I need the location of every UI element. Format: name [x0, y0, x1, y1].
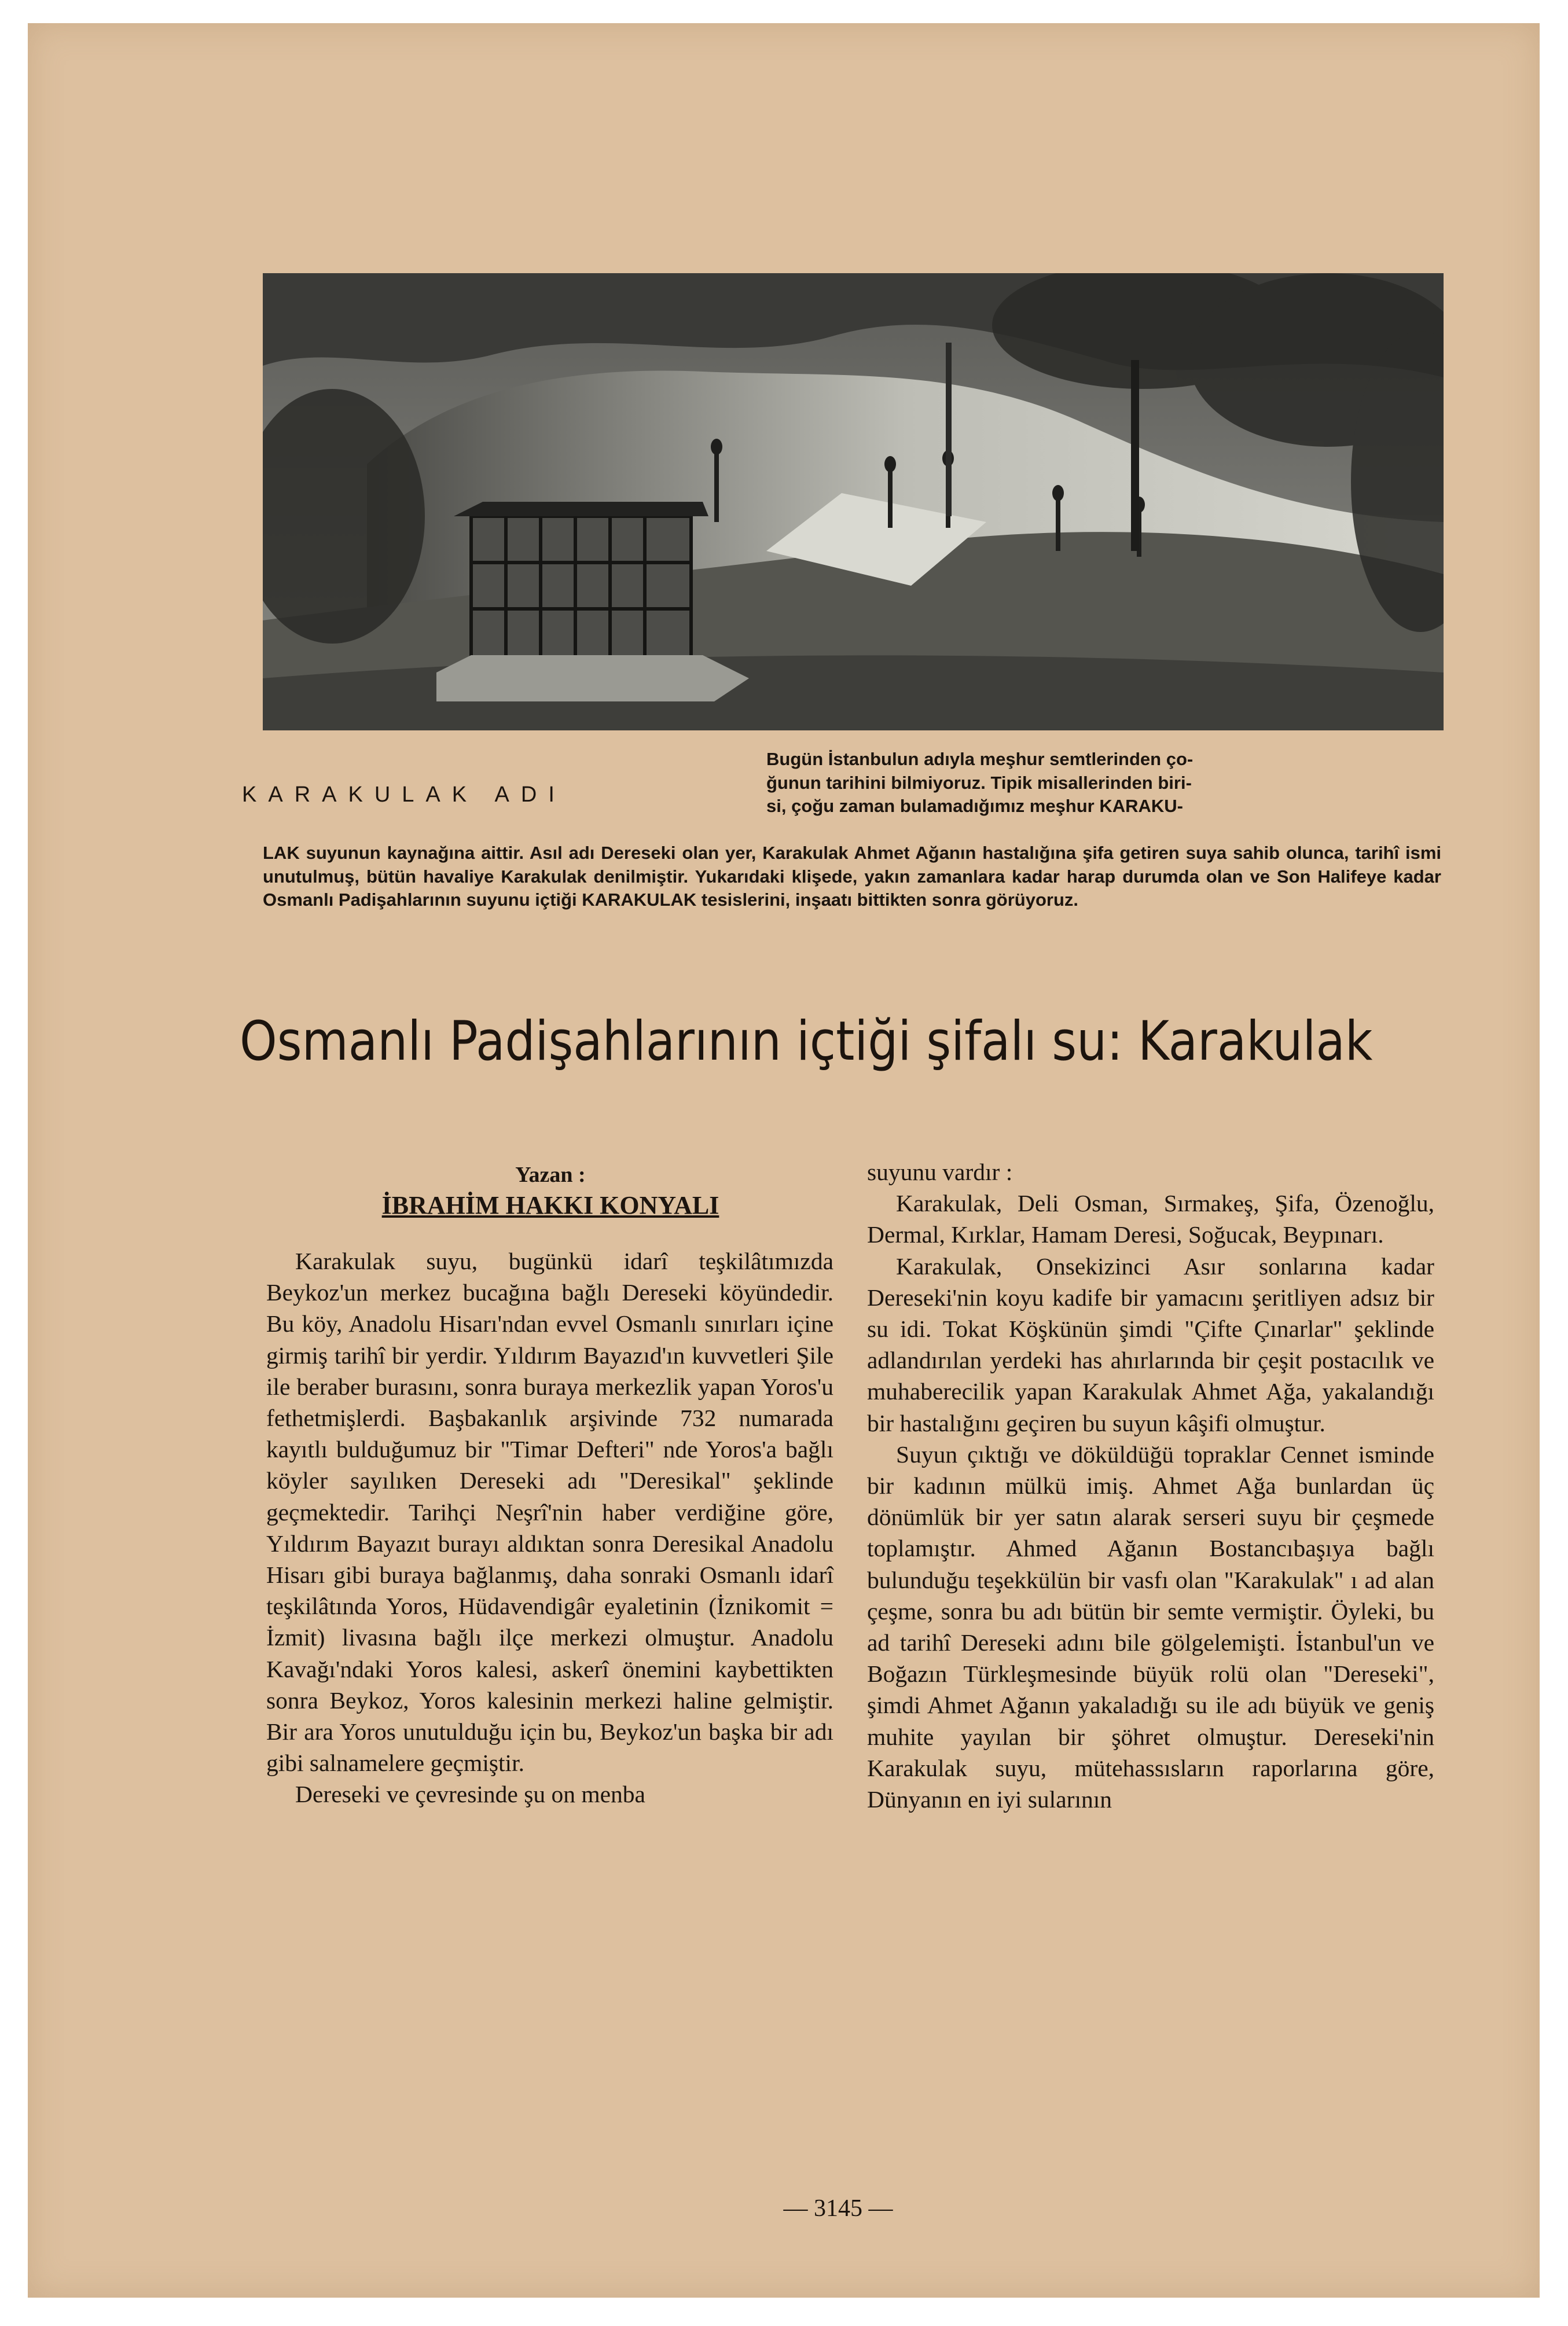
article-title: Osmanlı Padişahlarının içtiği şifalı su: Karakulak	[240, 1010, 1373, 1073]
byline	[271, 1160, 830, 1222]
caption-line: Bugün İstanbulun adıyla meşhur semtlerinden ço-	[766, 749, 1194, 769]
paragraph: Dereseki ve çevresinde şu on menba	[295, 1781, 645, 1808]
byline-author: İBRAHİM HAKKI KONYALI	[381, 1191, 719, 1219]
caption-heading: KARAKULAK ADI	[242, 782, 566, 807]
newspaper-page	[28, 23, 1540, 2298]
caption-line: si, çoğu zaman bulamadığımız meşhur KARAKU-	[766, 796, 1183, 816]
paragraph: Karakulak, Onsekizinci Asır sonlarına kadar Dereseki'nin koyu kadife bir yamacını şeritliyen adsız bir su idi. Tokat Köşkünün şimdi "Çifte Çınarlar" şeklinde adlandırılan yerdeki has ahırlarında bir çeşit postacılık ve muhaberecilik yapan Karakulak Ahmet Ağa, yakalandığı bir hastalığını geçiren bu suyun kâşifi olmuştur.	[867, 1252, 1434, 1436]
paragraph: Karakulak suyu, bugünkü idarî teşkilâtımızda Beykoz'un merkez bucağına bağlı Dereseki köyündedir. Bu köy, Anadolu Hisarı'ndan evvel Osmanlı sınırları içine girmiş tarihî bir yerdir. Yıldırım Bayazıd'ın kuvvetleri Şile ile beraber burasını, sonra buraya merkezlik yapan Yoros'u fethetmişlerdi. Başbakanlık arşivinde 732 numarada kayıtlı bulduğumuz bir "Timar Defteri" nde Yoros'a bağlı köyler sayılıken Dereseki adı "Deresikal" şeklinde geçmektedir. Tarihçi Neşrî'nin haber verdiğine göre, Yıldırım Bayazıt burayı aldıktan sonra Deresikal Anadolu Hisarı gibi buraya bağlanmış, daha sonraki Osmanlı idarî teşkilâtında Yoros, Hüdavendigâr eyaletinin (İznikomit = İzmit) livasına bağlı ilçe merkezi olmuştur. Anadolu Kavağı'ndaki Yoros kalesi, askerî önemini kaybettikten sonra Beykoz, Yoros kalesinin merkezi haline gelmiştir. Bir ara Yoros unutulduğu için bu, Beykoz'un başka bir adı gibi salnamelere geçmiştir.	[266, 1248, 833, 1777]
page-number: — 3145 —	[783, 2195, 893, 2222]
byline-label: Yazan :	[515, 1163, 586, 1187]
article-column-right	[867, 1156, 1434, 1815]
karakulak-fountain-photo	[263, 273, 1444, 730]
caption-continuation: LAK suyunun kaynağına aittir. Asıl adı Dereseki olan yer, Karakulak Ahmet Ağanın hastalığına şifa getiren suya sahib olunca, tarihî ismi unutulmuş, bütün havaliye Karakulak denilmiştir. Yukarıdaki klişede, yakın zamanlara kadar harap durumda olan ve Son Halifeye kadar Osmanlı Padişahlarının suyunu içtiği KARAKULAK tesislerini, inşaatı bittikten sonra görüyoruz.	[263, 843, 1441, 910]
paragraph: Suyun çıktığı ve döküldüğü topraklar Cennet isminde bir kadının mülkü imiş. Ahmet Ağa bunlardan üç dönümlük bir yer satın alarak serseri suyu bir çeşmede toplamıştır. Ahmed Ağanın Bostancıbaşıya bağlı bulunduğu teşekkülün bir vasfı olan "Karakulak" ı ad alan çeşme, sonra bu adı bütün bir semte vermiştir. Öyleki, bu ad tarihî Dereseki adını bile gölgelemişti. İstanbul'un ve Boğazın Türkleşmesinde büyük rolü olan "Dereseki", şimdi Ahmet Ağanın yakaladığı su ile adı büyük ve geniş muhite yayılan bir şöhret olmuştur. Dereseki'nin Karakulak suyu, mütehassısların raporlarına göre, Dünyanın en iyi sularının	[867, 1441, 1434, 1813]
caption-line: ğunun tarihini bilmiyoruz. Tipik misallerinden biri-	[766, 772, 1192, 793]
paragraph: Karakulak, Deli Osman, Sırmakeş, Şifa, Özenoğlu, Dermal, Kırklar, Hamam Deresi, Soğucak, Beypınarı.	[867, 1190, 1434, 1248]
paragraph: suyunu vardır :	[867, 1159, 1013, 1185]
article-column-left	[266, 1245, 833, 1810]
caption-first-lines	[766, 748, 1441, 818]
fountain-halftone-image	[263, 273, 1444, 730]
